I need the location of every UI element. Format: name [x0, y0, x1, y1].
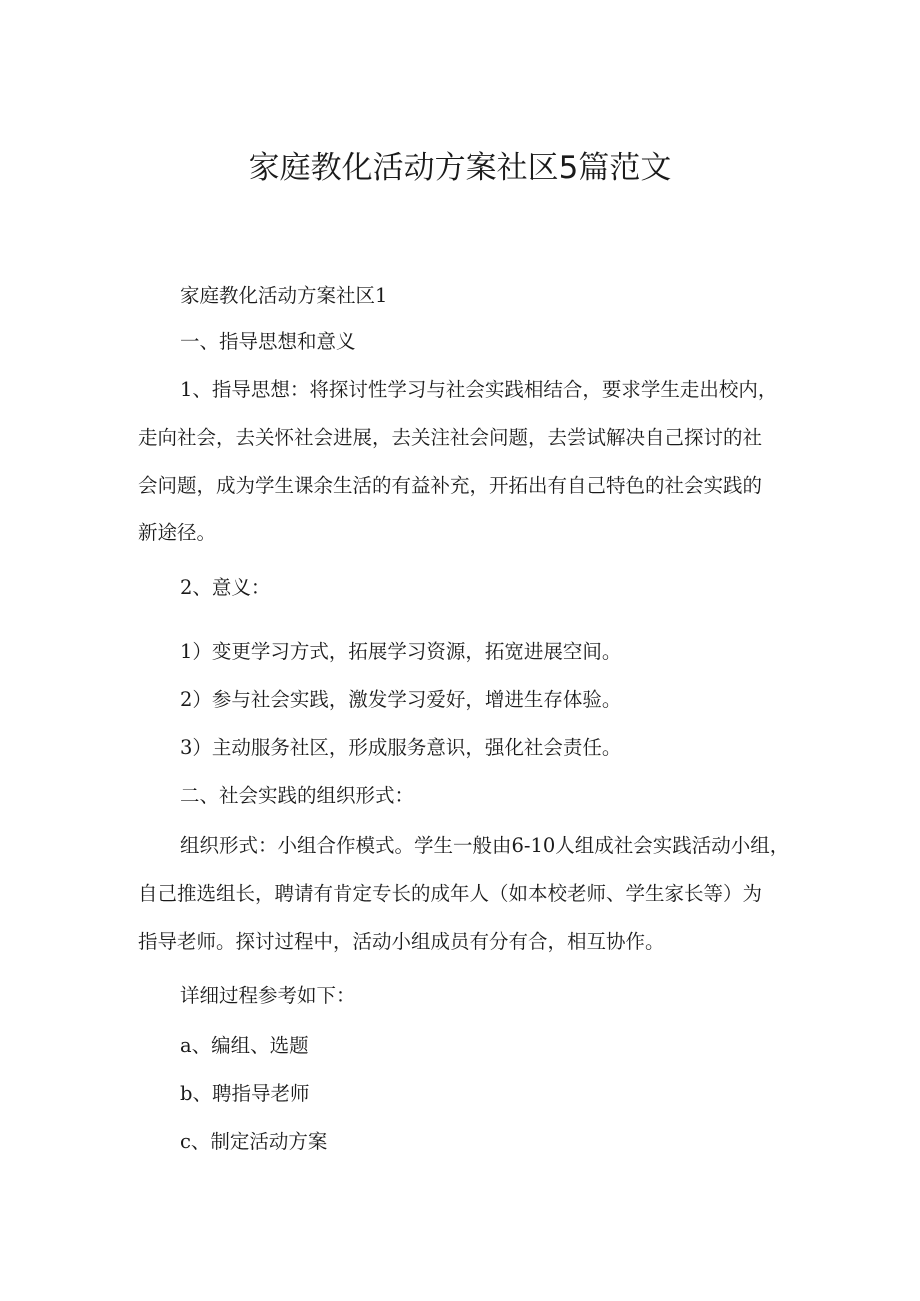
list-item: a、编组、选题	[180, 1034, 309, 1057]
list-item: 2）参与社会实践，激发学习爱好，增进生存体验。	[180, 688, 622, 711]
list-item: 3）主动服务社区，形成服务意识，强化社会责任。	[180, 736, 622, 759]
paragraph-line: 新途径。	[138, 521, 217, 544]
document-title: 家庭教化活动方案社区5篇范文	[248, 150, 672, 186]
paragraph-line: 组织形式：小组合作模式。学生一般由6-10人组成社会实践活动小组，	[180, 834, 790, 857]
list-item: c、制定活动方案	[180, 1130, 328, 1153]
list-item: 1）变更学习方式，拓展学习资源，拓宽进展空间。	[180, 640, 622, 663]
paragraph-line: 会问题，成为学生课余生活的有益补充，开拓出有自己特色的社会实践的	[138, 474, 763, 497]
paragraph-line: 1、指导思想：将探讨性学习与社会实践相结合，要求学生走出校内，	[180, 378, 778, 401]
paragraph-line: 走向社会，去关怀社会进展，去关注社会问题，去尝试解决自己探讨的社	[138, 426, 763, 449]
section-heading-plan-1: 家庭教化活动方案社区1	[180, 284, 388, 307]
section-heading-organization: 二、社会实践的组织形式：	[180, 784, 415, 807]
paragraph-line: 指导老师。探讨过程中，活动小组成员有分有合，相互协作。	[138, 930, 665, 953]
list-item: b、聘指导老师	[180, 1082, 310, 1105]
paragraph-line: 详细过程参考如下：	[180, 984, 356, 1007]
paragraph-line: 自己推选组长，聘请有肯定专长的成年人（如本校老师、学生家长等）为	[138, 882, 763, 905]
section-heading-guiding-ideas: 一、指导思想和意义	[180, 330, 356, 353]
subheading-significance: 2、意义：	[180, 576, 271, 599]
